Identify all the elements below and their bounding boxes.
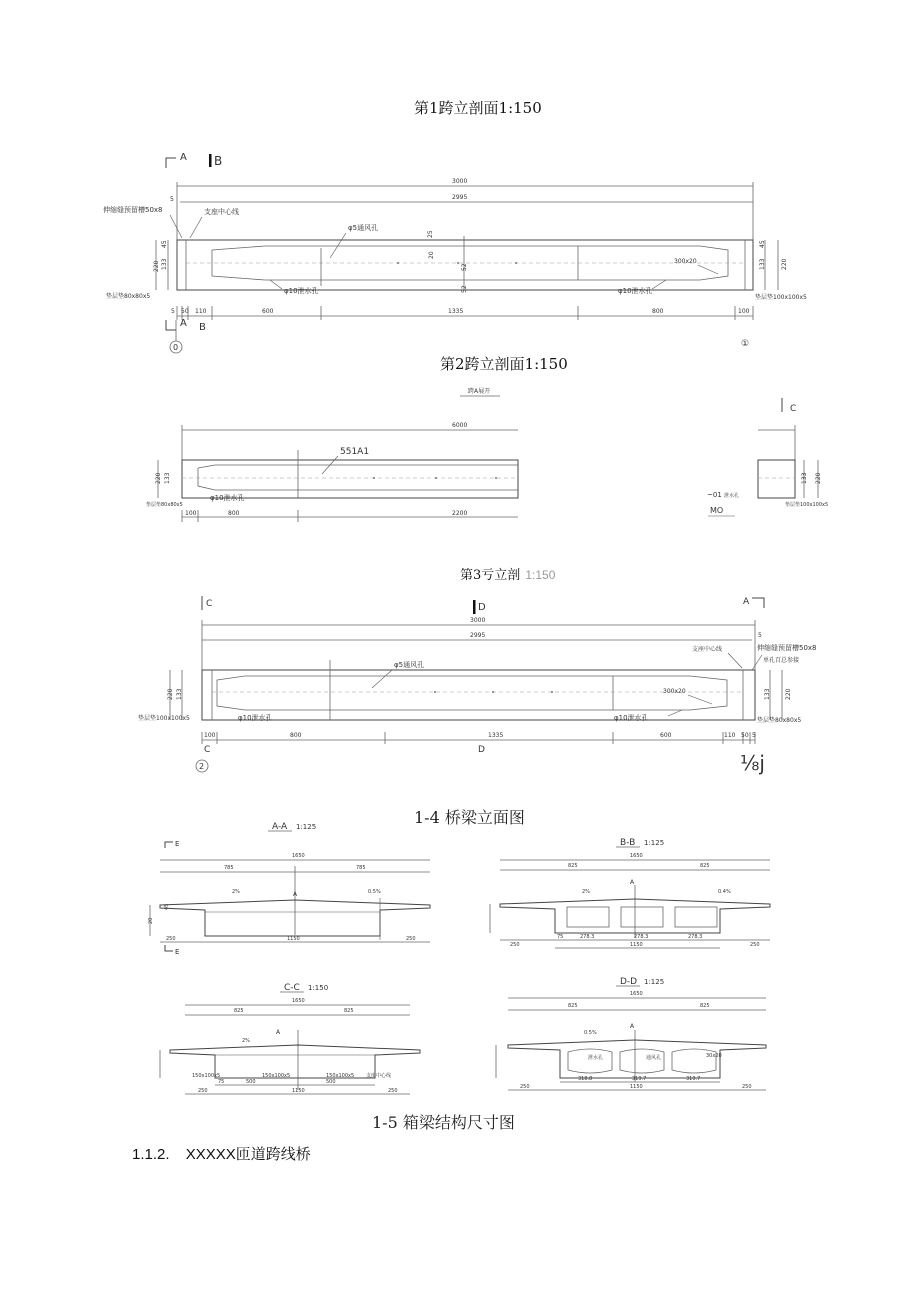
cc-slope: 2% (242, 1038, 250, 1044)
span3-title-main: 第3亏立剖 (460, 568, 521, 583)
aa-side-l: 250 (166, 936, 176, 942)
section-aa (148, 822, 430, 956)
section-number: 1.1.2. (132, 1146, 170, 1163)
span3-label-c-bottom: C (204, 745, 211, 755)
label-a-bottom: A (180, 318, 187, 329)
span3-note-pad-right: 垫层垫80x80x5 (757, 717, 802, 724)
note-vent: φ5通风孔 (348, 224, 379, 232)
section-title: XXXXX匝道跨线桥 (185, 1146, 311, 1163)
d50: 50 (181, 308, 189, 315)
d110: 110 (195, 308, 207, 315)
dim-5-top: 5 (170, 196, 174, 203)
span2-note-vent: 551A1 (340, 447, 370, 457)
span3-label-a-top: A (743, 597, 750, 607)
span3-label-c-top: C (206, 599, 213, 609)
bb-w75: 75 (557, 934, 564, 940)
figure-1-4-caption: 1-4 桥梁立面图 (414, 808, 525, 827)
bb-scale: 1:125 (644, 839, 665, 847)
note-chamfer: 300x20 (674, 258, 697, 265)
cc-note-bearing: 支座中心线 (366, 1073, 392, 1079)
cc-scale: 1:150 (308, 984, 329, 992)
aa-half-l: 785 (224, 865, 234, 871)
section-bb (490, 838, 770, 948)
span3-d800: 800 (290, 732, 302, 739)
cc-side-l: 250 (198, 1088, 208, 1094)
span3-note-drain-2: φ10泄水孔 (614, 714, 649, 722)
span3-note-chamfer: 300x20 (663, 688, 686, 695)
cc-bottom: 1150 (292, 1088, 305, 1094)
bb-half-r: 825 (700, 863, 710, 869)
cc-total: 1650 (292, 998, 305, 1004)
span3-d5: 5 (752, 732, 756, 739)
v20: 20 (428, 251, 435, 259)
span3-label-d-bottom: D (478, 745, 485, 755)
bb-half-l: 825 (568, 863, 578, 869)
dd-c1: 318.8 (578, 1076, 593, 1082)
cc-side-r: 250 (388, 1088, 398, 1094)
cc-w75: 75 (218, 1079, 225, 1085)
label-b-top: B (214, 154, 223, 168)
aa-half-r: 785 (356, 865, 366, 871)
span3-note-vent: φ5通风孔 (394, 661, 425, 669)
aa-total: 1650 (292, 853, 305, 859)
bb-cell-2 (621, 907, 663, 927)
span1-circle-right: ① (741, 339, 750, 349)
span3-note-bearing: 支座中心线 (692, 646, 723, 653)
h45-right: 45 (759, 240, 766, 248)
cc-pad-m: 150x100x5 (262, 1073, 291, 1079)
span3-note-sq: 单孔百总参接 (763, 657, 800, 664)
label-a-top: A (180, 152, 187, 163)
d800: 800 (652, 308, 664, 315)
v25: 25 (427, 230, 434, 238)
aa-slope-l: 2% (232, 889, 240, 895)
bb-slope-l: 2% (582, 889, 590, 895)
span3-d50: 50 (741, 732, 749, 739)
span2-dim-6000: 6000 (452, 422, 468, 429)
span3-title-scale: 1:150 (525, 568, 556, 582)
d100: 100 (738, 308, 750, 315)
span2-note-pad-left: 垫层垫80x80x5 (146, 502, 183, 508)
h45-left: 45 (161, 240, 168, 248)
span2-d100: 100 (185, 510, 197, 517)
note-pad-right: 垫层垫100x100x5 (755, 294, 807, 301)
dd-title: D-D (620, 977, 638, 987)
dd-outline (508, 1040, 766, 1078)
span2-h220-right: 220 (815, 472, 822, 484)
note-bearing: 支座中心线 (204, 208, 239, 216)
bb-side-l: 250 (510, 942, 520, 948)
dd-c2: 319.7 (632, 1076, 647, 1082)
aa-slope-r: 0.5% (368, 889, 381, 895)
dd-bottom: 1150 (630, 1084, 643, 1090)
span3-h220-left: 220 (167, 688, 174, 700)
cc-half-l: 825 (234, 1008, 244, 1014)
dd-side-l: 250 (520, 1084, 530, 1090)
span3-d1335: 1335 (488, 732, 504, 739)
bb-c1: 278.3 (580, 934, 595, 940)
span3-h220-right: 220 (785, 688, 792, 700)
bb-side-r: 250 (750, 942, 760, 948)
aa-bottom: 1150 (287, 936, 300, 942)
aa-a: A (293, 891, 298, 898)
d1335: 1335 (448, 308, 464, 315)
h220-right: 220 (781, 258, 788, 270)
span2-frag-1b: 泄水孔 (724, 493, 740, 499)
section-dd (496, 977, 766, 1090)
dd-a: A (630, 1023, 635, 1030)
span3-d600: 600 (660, 732, 672, 739)
aa-h: 20 (148, 917, 154, 924)
dd-cell-size: 30x20 (706, 1053, 722, 1059)
span2-frag-1: ~01 (707, 491, 722, 499)
bb-a: A (630, 879, 635, 886)
dd-slope: 0.5% (584, 1030, 597, 1036)
dd-scale: 1:125 (644, 978, 665, 986)
span2-d2200: 2200 (452, 510, 468, 517)
h220-left: 220 (153, 260, 160, 272)
dd-half-l: 825 (568, 1003, 578, 1009)
bb-slope-r: 0.4% (718, 889, 731, 895)
section-cc (160, 983, 420, 1094)
cc-pad-l: 150x100x5 (192, 1073, 221, 1079)
dd-half-r: 825 (700, 1003, 710, 1009)
span2-h220: 220 (155, 472, 162, 484)
cc-w500b: 500 (326, 1079, 336, 1085)
span1-circle-num: 0 (173, 343, 179, 352)
span2-title: 第2跨立剖面1:150 (440, 355, 568, 373)
span3-note-drain-1: φ10泄水孔 (238, 714, 273, 722)
figure-1-5-caption: 1-5 箱梁结构尺寸图 (372, 1113, 515, 1132)
span3-h133-left: 133 (176, 688, 183, 700)
span1-title: 第1跨立剖面1:150 (414, 99, 542, 117)
cc-title: C-C (284, 983, 300, 993)
dd-cell-1 (568, 1049, 612, 1073)
section-heading (132, 1143, 311, 1164)
note-joint: 伸缩缝预留槽50x8 (103, 206, 163, 214)
dd-cell-2 (620, 1049, 664, 1073)
dd-side-r: 250 (742, 1084, 752, 1090)
span3-d100: 100 (204, 732, 216, 739)
d600: 600 (262, 308, 274, 315)
span3-note-joint: 伸缩缝预留槽50x8 (757, 644, 817, 652)
bb-cell-3 (675, 907, 717, 927)
bb-c2: 278.3 (634, 934, 649, 940)
aa-label-e-bottom: E (175, 948, 180, 956)
aa-title: A-A (272, 822, 288, 832)
span2-frag-2: MO (710, 506, 724, 515)
aa-label-e-top: E (175, 840, 180, 848)
span2-note-drain: φ10泄水孔 (210, 494, 245, 502)
v52a: 52 (461, 263, 468, 271)
bb-c3: 278.3 (688, 934, 703, 940)
span3-h133-right: 133 (764, 688, 771, 700)
v52b: 52 (461, 285, 468, 293)
note-drain-1: φ10泄水孔 (284, 287, 319, 295)
span2-d800: 800 (228, 510, 240, 517)
label-b-bottom: B (199, 322, 206, 333)
span2-label-c: C (790, 404, 797, 414)
span2-note-pad-right: 垫层垫100x100x5 (785, 502, 829, 508)
span3-d110: 110 (724, 732, 736, 739)
dd-total: 1650 (630, 991, 643, 997)
span3-dim-2995: 2995 (470, 632, 486, 639)
dim-2995: 2995 (452, 194, 468, 201)
span3-d5-top: 5 (758, 632, 762, 639)
dd-c3: 319.7 (686, 1076, 701, 1082)
aa-scale: 1:125 (296, 823, 317, 831)
bb-bottom: 1150 (630, 942, 643, 948)
cc-w500a: 500 (246, 1079, 256, 1085)
bb-title: B-B (620, 838, 636, 848)
bb-cell-1 (567, 907, 609, 927)
span2-top-note: 跨A展开 (468, 388, 491, 395)
note-pad-left: 垫层垫80x80x5 (106, 293, 151, 300)
h133-right: 133 (759, 258, 766, 270)
aa-side-r: 250 (406, 936, 416, 942)
span2-h133-right: 133 (801, 472, 808, 484)
span3-circle-num: 2 (199, 762, 205, 771)
cc-half-r: 825 (344, 1008, 354, 1014)
bb-total: 1650 (630, 853, 643, 859)
span2-h133: 133 (164, 472, 171, 484)
span3-dim-3000: 3000 (470, 617, 486, 624)
span3-label-d-top: D (478, 602, 486, 613)
dd-note-vent: 通风孔 (646, 1055, 662, 1061)
span3-glyph: ⅛j (740, 751, 765, 775)
span3-note-pad-left: 垫层垫100x100x5 (138, 715, 190, 722)
d5: 5 (171, 308, 175, 315)
note-drain-2: φ10泄水孔 (618, 287, 653, 295)
aa-h2: 45 (164, 903, 170, 910)
h133-left: 133 (161, 258, 168, 270)
dd-note-drain: 泄水孔 (588, 1055, 604, 1061)
cc-pad-r: 150x100x5 (326, 1073, 355, 1079)
cc-a: A (276, 1029, 281, 1036)
dim-3000: 3000 (452, 178, 468, 185)
